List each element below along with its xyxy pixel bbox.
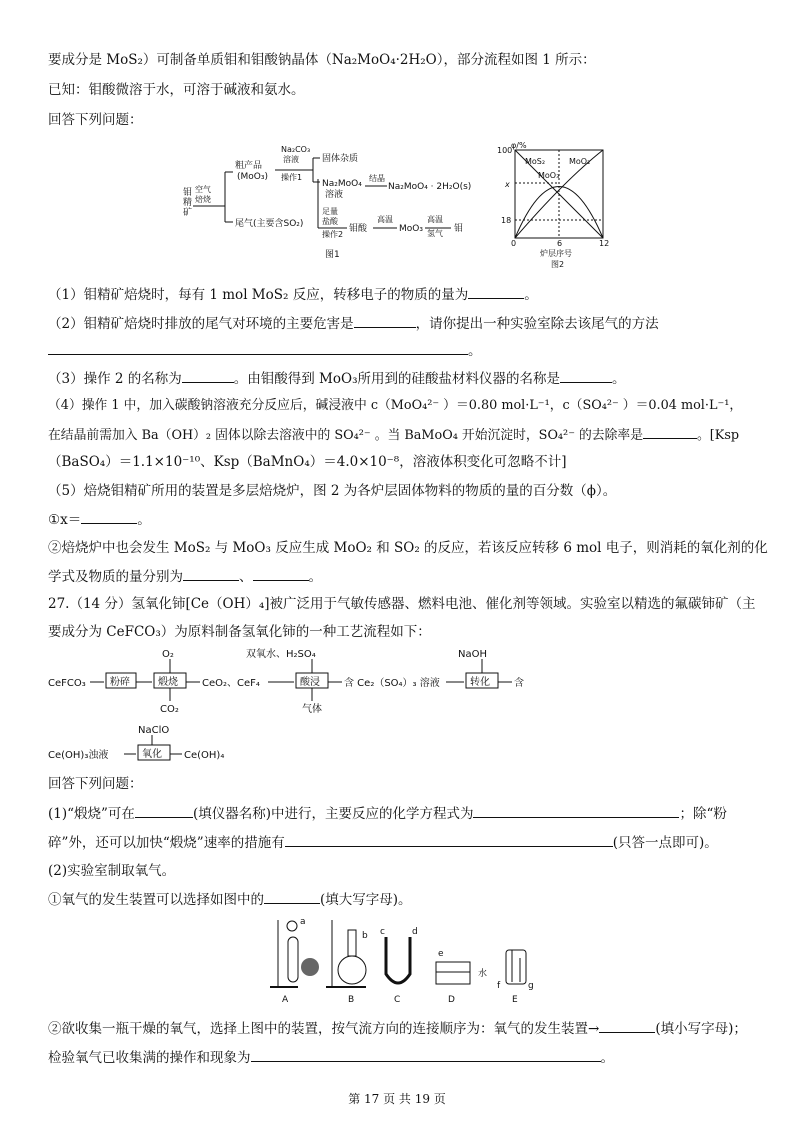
- figure-caption: 图1: [325, 250, 340, 260]
- question-2-line: 。: [48, 340, 482, 361]
- question-1: （1）钼精矿焙烧时，每有 1 mol MoS₂ 反应，转移电子的物质的量为 。: [48, 284, 538, 305]
- answer-blank[interactable]: [253, 566, 309, 581]
- flow-product: 气体: [302, 704, 322, 715]
- question-text: (填大写字母)。: [320, 892, 412, 908]
- question-text: 检验氧气已收集满的操作和现象为: [48, 1050, 251, 1066]
- question-text: （2）钼精矿焙烧时排放的尾气对环境的主要危害是: [48, 316, 354, 332]
- question-5-1: ①x＝ 。: [48, 509, 151, 530]
- answer-blank[interactable]: [264, 889, 320, 904]
- ore-label: 精: [183, 198, 193, 208]
- question-4-line: （BaSO₄）＝1.1×10⁻¹⁰、Ksp（BaMnO₄）＝4.0×10⁻⁸，溶液体积变化可忽略不计]: [48, 454, 567, 470]
- flow-node: CeO₂、CeF₄: [202, 678, 260, 689]
- moo3-label: MoO₃: [399, 224, 423, 234]
- question-5-2: ②焙烧炉中也会发生 MoS₂ 与 MoO₃ 反应生成 MoO₂ 和 SO₂ 的反应，若该反应转移 6 mol 电子，则消耗的氧化剂的化: [48, 540, 768, 556]
- question-27: 27.（14 分）氢氧化铈[Ce（OH）₄]被广泛用于气敏传感器、燃料电池、催化剂等领域。实验室以精选的氟碳铈矿（主: [48, 596, 756, 612]
- sub-question-2-1: [48, 889, 412, 910]
- question-text: (填仪器名称)中进行，主要反应的化学方程式为: [192, 806, 474, 822]
- answer-blank[interactable]: [81, 509, 137, 524]
- series-label: MoS₂: [525, 157, 546, 166]
- flow-node: CeFCO₃: [48, 678, 86, 689]
- port-label: e: [438, 949, 444, 959]
- apparatus-label: D: [448, 995, 455, 1005]
- flow-reagent: O₂: [162, 649, 174, 660]
- port-label: g: [528, 981, 534, 991]
- sub-question-1-line: [48, 832, 718, 853]
- figure-2-graph: [495, 140, 620, 270]
- operation-label: 操作2: [322, 230, 344, 239]
- question-5-2-line: 学式及物质的量分别为 、 。: [48, 566, 322, 587]
- question-text: 碎”外，还可以加快“煅烧”速率的措施有: [48, 835, 285, 851]
- question-text: （3）操作 2 的名称为: [48, 371, 182, 387]
- x-axis-label: 炉层序号: [540, 249, 572, 258]
- sub-question-2-2: [48, 1018, 747, 1039]
- flow-box: 粉碎: [110, 677, 130, 688]
- question-text: 。[Ksp: [697, 428, 740, 443]
- flow-node: 含 Ce₂（SO₄）₃ 溶液: [344, 678, 440, 689]
- question-text: (填小写字母)；: [655, 1021, 747, 1037]
- flow-box: 转化: [470, 677, 490, 688]
- text-line: 已知：钼酸微溶于水，可溶于碱液和氨水。: [48, 82, 305, 98]
- product-label: Na₂MoO₄ · 2H₂O(s): [388, 182, 472, 192]
- port-label: b: [362, 931, 368, 941]
- ore-label: 钼: [183, 188, 193, 198]
- crude-label: (MoO₃): [237, 172, 268, 182]
- crystallize-label: 结晶: [369, 174, 385, 183]
- flow-reagent: NaOH: [458, 649, 487, 660]
- reagent-label: Na₂CO₃: [281, 145, 311, 154]
- sub-question-2: (2)实验室制取氧气。: [48, 863, 176, 879]
- port-label: a: [300, 917, 306, 927]
- question-text: ，请你提出一种实验室除去该尾气的方法: [415, 316, 659, 332]
- page-footer: 第 17 页 共 19 页: [348, 1092, 446, 1106]
- port-label: c: [380, 927, 385, 937]
- ore-label: 矿: [183, 208, 193, 218]
- answer-blank[interactable]: [285, 832, 613, 847]
- condition-label: 高温: [427, 215, 443, 224]
- answer-blank[interactable]: [354, 313, 416, 328]
- question-2: [48, 313, 659, 334]
- y-axis-label: φ/%: [511, 141, 527, 150]
- apparatus-label: B: [348, 995, 355, 1005]
- roast-label: 空气: [195, 185, 211, 194]
- cerium-process-flowchart: [48, 645, 568, 770]
- apparatus-figure: [268, 912, 538, 1007]
- y-tick: 18: [501, 216, 512, 225]
- y-tick: x: [505, 180, 510, 189]
- question-3: （3）操作 2 的名称为 。由钼酸得到 MoO₃所用到的硅酸盐材料仪器的名称是 。: [48, 368, 626, 389]
- text-line: 回答下列问题：: [48, 112, 143, 128]
- answer-blank[interactable]: [135, 803, 193, 818]
- answer-blank[interactable]: [599, 1018, 655, 1033]
- x-tick: 0: [511, 239, 517, 248]
- mo-label: 钼: [454, 224, 464, 234]
- apparatus-label: C: [394, 995, 401, 1005]
- series-label: MoO₂: [569, 157, 591, 166]
- sub-question-1: [48, 803, 727, 824]
- question-text: 。由钼酸得到 MoO₃所用到的硅酸盐材料仪器的名称是: [233, 371, 560, 387]
- answer-blank[interactable]: [182, 368, 234, 383]
- answer-blank[interactable]: [468, 284, 524, 299]
- solid-label: 固体杂质: [322, 154, 359, 164]
- text-line: 回答下列问题：: [48, 776, 143, 792]
- question-text: 在结晶前需加入 Ba（OH）₂ 固体以除去溶液中的 SO₄²⁻ 。当 BaMoO₄ 开始沉淀时，SO₄²⁻ 的去除率是: [48, 428, 643, 443]
- apparatus-label: A: [282, 995, 289, 1005]
- condition-label: 氢气: [427, 229, 443, 238]
- x-tick: 6: [557, 239, 563, 248]
- question-text: （1）钼精矿焙烧时，每有 1 mol MoS₂ 反应，转移电子的物质的量为: [48, 287, 469, 303]
- question-4-line: [48, 424, 739, 446]
- flow-reagent: 双氧水、H₂SO₄: [246, 649, 316, 660]
- answer-blank[interactable]: [183, 566, 239, 581]
- figure-1-flowchart: [175, 140, 485, 265]
- tail-gas-label: 尾气(主要含SO₂): [235, 219, 304, 229]
- flow-node: Ce(OH)₄: [184, 750, 225, 761]
- question-5: （5）焙烧钼精矿所用的装置是多层焙烧炉，图 2 为各炉层固体物料的物质的量的百分数（ϕ）。: [48, 483, 617, 499]
- apparatus-label: E: [512, 995, 518, 1005]
- y-tick: 100: [497, 146, 513, 155]
- crude-label: 粗产品: [235, 161, 263, 171]
- x-tick: 12: [599, 239, 610, 248]
- roast-label: 焙烧: [195, 195, 211, 204]
- answer-blank[interactable]: [48, 340, 468, 355]
- flow-box: 酸浸: [300, 677, 320, 688]
- reagent-label: 盐酸: [322, 217, 338, 226]
- question-text: ②欲收集一瓶干燥的氧气，选择上图中的装置，按气流方向的连接顺序为：氧气的发生装置→: [48, 1021, 600, 1037]
- question-27-line: 要成分为 CeFCO₃）为原料制备氢氧化铈的一种工艺流程如下：: [48, 624, 431, 640]
- question-text: ①x＝: [48, 512, 82, 528]
- text-line: 要成分是 MoS₂）可制备单质钼和钼酸钠晶体（Na₂MoO₄·2H₂O），部分流程如图 1 所示：: [48, 52, 596, 68]
- reagent-label: 足量: [322, 207, 338, 216]
- flow-box: 煅烧: [158, 677, 178, 688]
- flow-product: CO₂: [160, 704, 179, 715]
- answer-blank[interactable]: [560, 368, 612, 383]
- sub-question-2-2-line: 检验氧气已收集满的操作和现象为 。: [48, 1047, 614, 1068]
- acid-label: 钼酸: [349, 224, 368, 234]
- reagent-label: 溶液: [283, 155, 299, 164]
- answer-blank[interactable]: [473, 803, 679, 818]
- question-text: (1)“煅烧”可在: [48, 806, 135, 822]
- question-text: (只答一点即可)。: [612, 835, 718, 851]
- flow-box: 氧化: [142, 749, 162, 760]
- answer-blank[interactable]: [251, 1047, 601, 1062]
- port-label: f: [497, 981, 501, 991]
- solution-label: Na₂MoO₄: [322, 179, 362, 189]
- flow-reagent: NaClO: [138, 725, 170, 736]
- question-text: ；除“粉: [679, 806, 727, 822]
- figure-caption: 图2: [551, 260, 565, 269]
- flow-node: Ce(OH)₃浊液: [48, 750, 109, 761]
- condition-label: 高温: [377, 215, 393, 224]
- answer-blank[interactable]: [643, 424, 697, 439]
- question-4: （4）操作 1 中，加入碳酸钠溶液充分反应后，碱浸液中 c（MoO₄²⁻ ）＝0.80 mol·L⁻¹，c（SO₄²⁻ ）＝0.04 mol·L⁻¹，: [48, 398, 743, 413]
- solution-label: 溶液: [325, 190, 344, 200]
- flow-node: 含: [514, 678, 524, 689]
- series-label: MoO₃: [538, 171, 560, 180]
- operation-label: 操作1: [281, 173, 303, 182]
- question-text: 学式及物质的量分别为: [48, 569, 183, 585]
- question-text: ①氧气的发生装置可以选择如图中的: [48, 892, 264, 908]
- water-label: 水: [478, 969, 488, 979]
- port-label: d: [412, 927, 418, 937]
